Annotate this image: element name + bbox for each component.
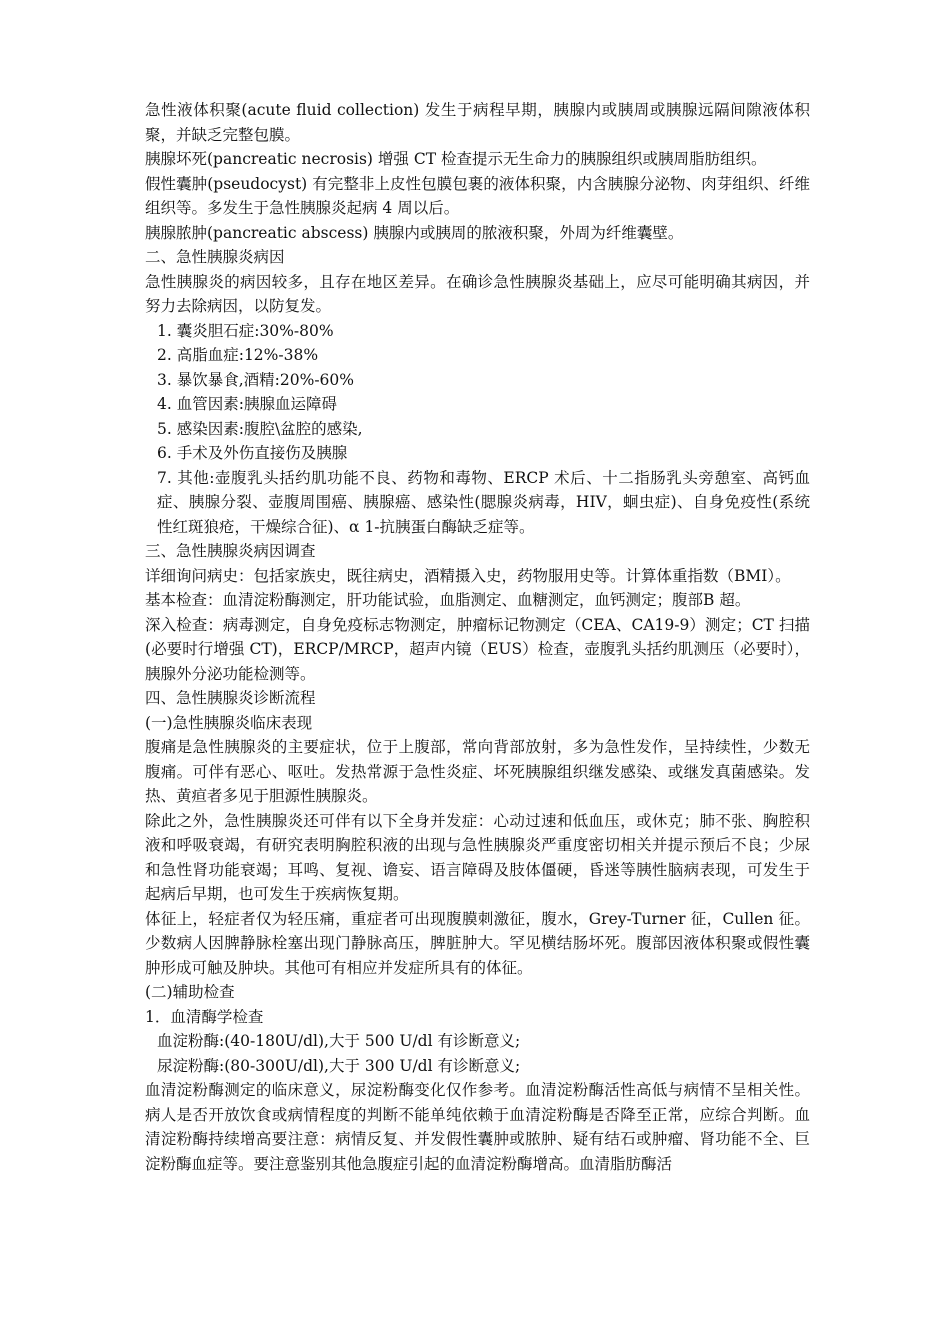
paragraph-history-taking: 详细询问病史：包括家族史，既往病史，酒精摄入史，药物服用史等。计算体重指数（BMI）。: [145, 566, 791, 585]
list-item-urine-amylase: 尿淀粉酶:(80-300U/dl),大于 300 U/dl 有诊断意义;: [157, 1056, 521, 1075]
list-item-etiology-6: 6. 手术及外伤直接伤及胰腺: [157, 444, 348, 462]
section-heading-etiology: 二、急性胰腺炎病因: [145, 248, 285, 266]
list-item-serum-amylase: 血淀粉酶:(40-180U/dl),大于 500 U/dl 有诊断意义;: [157, 1032, 521, 1050]
list-item-etiology-7: 7. 其他:壶腹乳头括约肌功能不良、药物和毒物、ERCP 术后、十二指肠乳头旁憩室、高钙血症、胰腺分裂、壶腹周围癌、胰腺癌、感染性(腮腺炎病毒，HIV，蛔虫症)、自身免疫性(系统性红斑狼疮，干燥综合征)、α 1-抗胰蛋白酶缺乏症等。: [157, 468, 810, 536]
paragraph-pseudocyst: 假性囊肿(pseudocyst) 有完整非上皮性包膜包裹的液体积聚，内含胰腺分泌物、肉芽组织、纤维组织等。多发生于急性胰腺炎起病 4 周以后。: [145, 174, 810, 217]
subsection-heading-enzymes: 1．血清酶学检查: [145, 1007, 264, 1026]
list-item-etiology-1: 1. 囊炎胆石症:30%-80%: [157, 321, 334, 340]
document-page: [145, 98, 810, 1176]
subsection-heading-auxiliary: (二)辅助检查: [145, 983, 235, 1001]
list-item-etiology-2: 2. 高脂血症:12%-38%: [157, 346, 319, 364]
paragraph-basic-exams: 基本检查：血清淀粉酶测定，肝功能试验，血脂测定、血糖测定，血钙测定；腹部B 超。: [145, 591, 751, 609]
paragraph-advanced-exams: 深入检查：病毒测定，自身免疫标志物测定，肿瘤标记物测定（CEA、CA19-9）测定；CT 扫描(必要时行增强 CT)，ERCP/MRCP，超声内镜（EUS）检查，壶腹乳头括约肌测压（必要时），胰腺外分泌功能检测等。: [145, 615, 810, 683]
paragraph-physical-signs: 体征上，轻症者仅为轻压痛，重症者可出现腹膜刺激征，腹水，Grey-Turner 征，Cullen 征。少数病人因脾静脉栓塞出现门静脉高压，脾脏肿大。罕见横结肠坏死。腹部因液体积聚或假性囊肿形成可触及肿块。其他可有相应并发症所具有的体征。: [145, 909, 810, 977]
paragraph-pancreatic-abscess: 胰腺脓肿(pancreatic abscess) 胰腺内或胰周的脓液积聚，外周为纤维囊壁。: [145, 223, 684, 242]
paragraph-abdominal-pain: 腹痛是急性胰腺炎的主要症状，位于上腹部，常向背部放射，多为急性发作，呈持续性，少数无腹痛。可伴有恶心、呕吐。发热常源于急性炎症、坏死胰腺组织继发感染、或继发真菌感染。发热、黄疸者多见于胆源性胰腺炎。: [145, 738, 810, 805]
paragraph-etiology-intro: 急性胰腺炎的病因较多，且存在地区差异。在确诊急性胰腺炎基础上，应尽可能明确其病因，并努力去除病因，以防复发。: [145, 272, 810, 315]
paragraph-acute-fluid-collection: 急性液体积聚(acute fluid collection) 发生于病程早期，胰腺内或胰周或胰腺远隔间隙液体积聚，并缺乏完整包膜。: [145, 101, 810, 144]
subsection-heading-clinical: (一)急性胰腺炎临床表现: [145, 713, 313, 732]
section-heading-diagnosis: 四、急性胰腺炎诊断流程: [145, 689, 316, 707]
list-item-etiology-5: 5. 感染因素:腹腔\盆腔的感染,: [157, 419, 363, 438]
paragraph-systemic-complications: 除此之外，急性胰腺炎还可伴有以下全身并发症：心动过速和低血压，或休克；肺不张、胸腔积液和呼吸衰竭，有研究表明胸腔积液的出现与急性胰腺炎严重度密切相关并提示预后不良；少尿和急性肾功能衰竭；耳鸣、复视、谵妄、语言障碍及肢体僵硬，昏迷等胰性脑病表现，可发生于起病后早期，也可发生于疾病恢复期。: [145, 811, 810, 903]
paragraph-pancreatic-necrosis: 胰腺坏死(pancreatic necrosis) 增强 CT 检查提示无生命力的胰腺组织或胰周脂肪组织。: [145, 150, 767, 168]
section-heading-etiology-investigation: 三、急性胰腺炎病因调查: [145, 542, 316, 560]
list-item-etiology-4: 4. 血管因素:胰腺血运障碍: [157, 395, 337, 413]
list-item-etiology-3: 3. 暴饮暴食,酒精:20%-60%: [157, 370, 355, 389]
paragraph-amylase-significance: 血清淀粉酶测定的临床意义，尿淀粉酶变化仅作参考。血清淀粉酶活性高低与病情不呈相关性。病人是否开放饮食或病情程度的判断不能单纯依赖于血清淀粉酶是否降至正常，应综合判断。血清淀粉酶持续增高要注意：病情反复、并发假性囊肿或脓肿、疑有结石或肿瘤、肾功能不全、巨淀粉酶血症等。要注意鉴别其他急腹症引起的血清淀粉酶增高。血清脂肪酶活: [145, 1081, 810, 1173]
